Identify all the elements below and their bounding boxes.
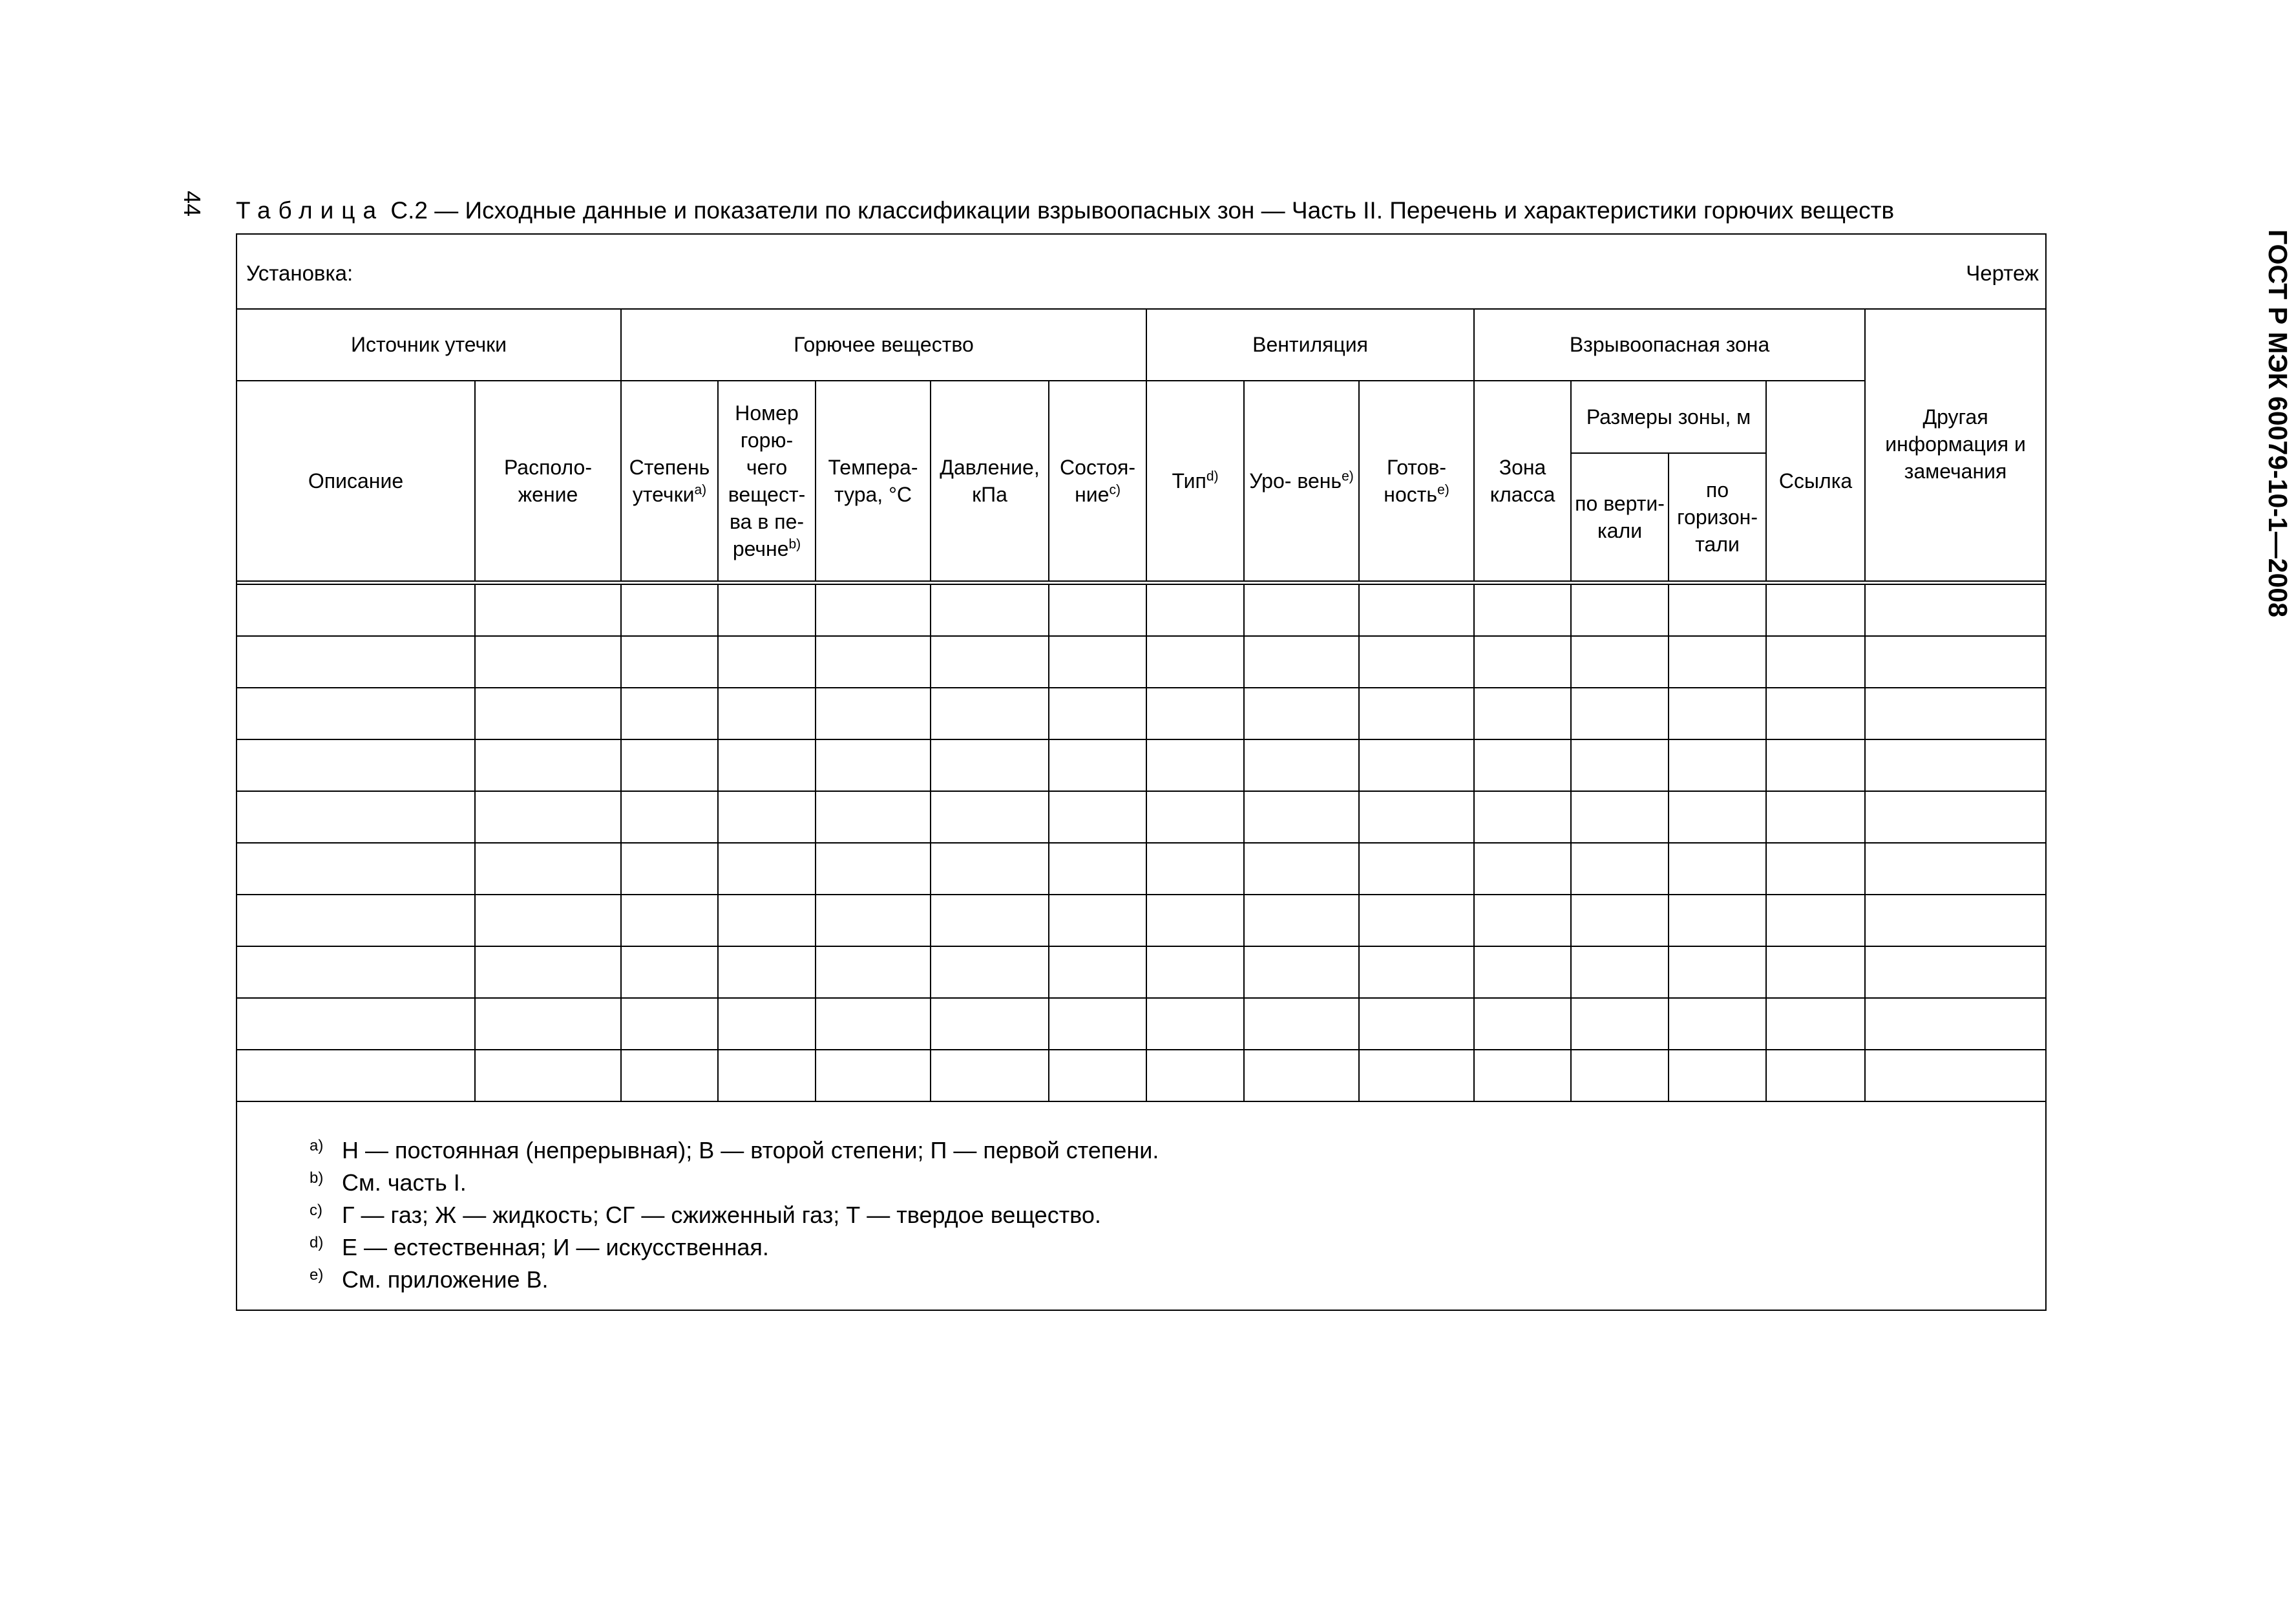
group-hazardous-zone: Взрывоопасная зона xyxy=(1474,308,1865,381)
table-cell xyxy=(1049,688,1146,739)
table-cell xyxy=(1049,843,1146,895)
table-cell xyxy=(1359,1050,1474,1101)
column-ventilation-availability xyxy=(1359,381,1474,582)
table-cell xyxy=(1669,1050,1766,1101)
table-cell xyxy=(1359,895,1474,946)
table-cell xyxy=(1049,739,1146,791)
table-cell xyxy=(1146,688,1244,739)
table-cell xyxy=(1766,998,1865,1050)
table-row xyxy=(237,843,2045,895)
table-cell xyxy=(816,739,931,791)
table-row xyxy=(237,946,2045,998)
table-cell xyxy=(1244,1050,1359,1101)
table-cell xyxy=(718,843,816,895)
table-cell xyxy=(475,791,621,843)
table-cell xyxy=(931,739,1049,791)
table-cell xyxy=(816,895,931,946)
table-cell xyxy=(475,1050,621,1101)
table-cell xyxy=(1474,1050,1571,1101)
table-cell xyxy=(1049,1050,1146,1101)
table-cell xyxy=(718,739,816,791)
table-cell xyxy=(1474,946,1571,998)
table-cell xyxy=(1244,739,1359,791)
table-cell xyxy=(1146,582,1244,636)
table-cell xyxy=(1474,688,1571,739)
table-cell xyxy=(1244,895,1359,946)
table-cell xyxy=(931,946,1049,998)
table-cell xyxy=(475,688,621,739)
group-zone-size: Размеры зоны, м xyxy=(1571,381,1766,453)
table-cell xyxy=(1669,791,1766,843)
table-cell xyxy=(1571,998,1669,1050)
table-frame xyxy=(236,233,2047,1311)
footnote-text: Г — газ; Ж — жидкость; СГ — сжиженный газ; Т — твердое вещество. xyxy=(342,1202,1101,1228)
table-cell xyxy=(1865,1050,2045,1101)
table-cell xyxy=(816,1050,931,1101)
table-row xyxy=(237,998,2045,1050)
group-flammable-substance: Горючее вещество xyxy=(621,308,1146,381)
drawing-label: Чертеж xyxy=(1966,261,2039,285)
table-cell xyxy=(1359,582,1474,636)
table-cell xyxy=(718,791,816,843)
table-cell xyxy=(931,895,1049,946)
column-state xyxy=(1049,381,1146,582)
table-cell xyxy=(1359,946,1474,998)
installation-label: Установка: xyxy=(246,261,353,285)
table-cell xyxy=(1244,688,1359,739)
ventilation-level-label: Уро- вень xyxy=(1249,469,1342,493)
footnote-text: Е — естественная; И — искусственная. xyxy=(342,1234,769,1260)
table-cell xyxy=(1359,791,1474,843)
table-cell xyxy=(237,946,475,998)
table-cell xyxy=(1146,636,1244,688)
table-cell xyxy=(931,1050,1049,1101)
table-cell xyxy=(237,791,475,843)
table-cell xyxy=(237,895,475,946)
table-cell xyxy=(1474,582,1571,636)
table-cell xyxy=(475,582,621,636)
column-temperature: Темпера- тура, °С xyxy=(816,381,931,582)
footnote-mark: a) xyxy=(310,1137,324,1154)
table-cell xyxy=(621,582,718,636)
table-cell xyxy=(621,791,718,843)
table-cell xyxy=(1669,636,1766,688)
table-cell xyxy=(1865,895,2045,946)
table-cell xyxy=(1669,582,1766,636)
group-leak-source: Источник утечки xyxy=(237,308,621,381)
table-cell xyxy=(1244,998,1359,1050)
table-cell xyxy=(1669,998,1766,1050)
release-grade-note-mark: a) xyxy=(694,482,707,498)
column-substance-number xyxy=(718,381,816,582)
table-cell xyxy=(621,946,718,998)
table-cell xyxy=(1146,946,1244,998)
table-row xyxy=(237,739,2045,791)
table-cell xyxy=(475,998,621,1050)
table-cell xyxy=(1865,688,2045,739)
table-cell xyxy=(1359,843,1474,895)
table-cell xyxy=(1669,946,1766,998)
table-cell xyxy=(237,1050,475,1101)
table-cell xyxy=(1766,688,1865,739)
table-cell xyxy=(1049,636,1146,688)
footnote-text: См. часть I. xyxy=(342,1169,467,1196)
caption-word: Таблица xyxy=(236,197,384,224)
table-cell xyxy=(1766,791,1865,843)
table-caption xyxy=(236,194,2045,228)
table-cell xyxy=(621,998,718,1050)
release-grade-label: Степень утечки xyxy=(629,455,710,506)
table-cell xyxy=(1571,791,1669,843)
table-cell xyxy=(237,636,475,688)
table-cell xyxy=(931,791,1049,843)
table-cell xyxy=(1474,843,1571,895)
table-cell xyxy=(1766,895,1865,946)
table-cell xyxy=(237,998,475,1050)
table-cell xyxy=(1669,843,1766,895)
table-cell xyxy=(931,843,1049,895)
table-cell xyxy=(621,895,718,946)
table-cell xyxy=(1474,998,1571,1050)
footnotes xyxy=(310,1130,1990,1291)
document-code: ГОСТ Р МЭК 60079-10-1—2008 xyxy=(2263,229,2293,618)
table-cell xyxy=(1146,998,1244,1050)
table-cell xyxy=(1049,791,1146,843)
footnote-d xyxy=(310,1227,1990,1259)
table-row xyxy=(237,636,2045,688)
table-cell xyxy=(475,739,621,791)
column-zone-class: Зона класса xyxy=(1474,381,1571,582)
table-cell xyxy=(1049,946,1146,998)
column-other-info: Другая информация и замечания xyxy=(1865,308,2045,582)
table-cell xyxy=(1244,791,1359,843)
table-cell xyxy=(475,946,621,998)
footnote-mark: b) xyxy=(310,1169,324,1187)
table-cell xyxy=(1244,843,1359,895)
column-zone-horizontal: по горизон- тали xyxy=(1669,453,1766,582)
column-release-grade xyxy=(621,381,718,582)
column-location: Располо- жение xyxy=(475,381,621,582)
ventilation-availability-label: Готов- ность xyxy=(1384,455,1447,506)
footnote-mark: c) xyxy=(310,1202,322,1219)
ventilation-type-label: Тип xyxy=(1172,469,1206,493)
group-ventilation: Вентиляция xyxy=(1146,308,1474,381)
table-cell xyxy=(931,582,1049,636)
state-note-mark: c) xyxy=(1109,482,1121,498)
table-cell xyxy=(1359,688,1474,739)
column-pressure: Давление, кПа xyxy=(931,381,1049,582)
table-cell xyxy=(1049,582,1146,636)
table-cell xyxy=(1146,895,1244,946)
table-cell xyxy=(1865,946,2045,998)
table-cell xyxy=(1244,946,1359,998)
table-cell xyxy=(718,946,816,998)
table-row xyxy=(237,688,2045,739)
table-cell xyxy=(1669,739,1766,791)
column-ventilation-type xyxy=(1146,381,1244,582)
table-cell xyxy=(621,739,718,791)
table-cell xyxy=(1571,688,1669,739)
table-cell xyxy=(816,791,931,843)
footnote-mark: e) xyxy=(310,1266,324,1284)
table-cell xyxy=(816,946,931,998)
table-body xyxy=(237,582,2045,1101)
table-cell xyxy=(621,636,718,688)
footnote-mark: d) xyxy=(310,1234,324,1251)
table-cell xyxy=(1146,1050,1244,1101)
table-row xyxy=(237,791,2045,843)
table-cell xyxy=(931,688,1049,739)
table-cell xyxy=(475,636,621,688)
column-ventilation-level xyxy=(1244,381,1359,582)
table-cell xyxy=(237,843,475,895)
table-cell xyxy=(1766,582,1865,636)
table-cell xyxy=(1146,791,1244,843)
table-cell xyxy=(1359,636,1474,688)
table-cell xyxy=(1571,843,1669,895)
footnote-text: См. приложение В. xyxy=(342,1266,549,1293)
table-row xyxy=(237,582,2045,636)
table-cell xyxy=(1865,791,2045,843)
table-cell xyxy=(1571,582,1669,636)
footnote-a xyxy=(310,1130,1990,1162)
substance-number-note-mark: b) xyxy=(788,536,801,552)
table-cell xyxy=(816,843,931,895)
table-cell xyxy=(1571,946,1669,998)
footnote-c xyxy=(310,1194,1990,1227)
table-cell xyxy=(1669,895,1766,946)
table-cell xyxy=(1146,739,1244,791)
table-cell xyxy=(816,688,931,739)
table-cell xyxy=(1244,636,1359,688)
table-cell xyxy=(1669,688,1766,739)
table-cell xyxy=(1244,582,1359,636)
table-cell xyxy=(1865,843,2045,895)
table-cell xyxy=(1474,791,1571,843)
table-cell xyxy=(1865,739,2045,791)
table-cell xyxy=(237,739,475,791)
table-cell xyxy=(1766,636,1865,688)
table-cell xyxy=(621,843,718,895)
substance-number-label: Номер горю- чего вещест- ва в пе- речне xyxy=(728,401,806,560)
table-cell xyxy=(816,998,931,1050)
footnote-text: Н — постоянная (непрерывная); В — второй степени; П — первой степени. xyxy=(342,1137,1159,1163)
footnote-e xyxy=(310,1259,1990,1291)
table-cell xyxy=(1865,582,2045,636)
column-zone-vertical: по верти- кали xyxy=(1571,453,1669,582)
table-cell xyxy=(718,582,816,636)
table-cell xyxy=(1766,739,1865,791)
table-cell xyxy=(1474,895,1571,946)
table-cell xyxy=(1474,739,1571,791)
table-cell xyxy=(1571,636,1669,688)
table-cell xyxy=(931,636,1049,688)
table-cell xyxy=(1766,843,1865,895)
installation-row xyxy=(237,235,2045,310)
table-cell xyxy=(475,895,621,946)
table-cell xyxy=(1049,998,1146,1050)
classification-table xyxy=(237,308,2045,1102)
footnote-b xyxy=(310,1162,1990,1194)
table-cell xyxy=(718,895,816,946)
page-number: 44 xyxy=(179,191,205,217)
table-cell xyxy=(1359,739,1474,791)
table-cell xyxy=(718,688,816,739)
caption-text: С.2 — Исходные данные и показатели по классификации взрывоопасных зон — Часть II. Перечень и характеристики горючих веществ xyxy=(390,197,1895,224)
table-cell xyxy=(1865,636,2045,688)
table-cell xyxy=(621,688,718,739)
table-cell xyxy=(237,582,475,636)
table-cell xyxy=(718,636,816,688)
table-cell xyxy=(931,998,1049,1050)
table-cell xyxy=(621,1050,718,1101)
table-cell xyxy=(1146,843,1244,895)
table-row xyxy=(237,895,2045,946)
table-cell xyxy=(718,998,816,1050)
table-cell xyxy=(1571,1050,1669,1101)
ventilation-level-note-mark: e) xyxy=(1342,469,1354,484)
table-cell xyxy=(237,688,475,739)
table-cell xyxy=(475,843,621,895)
table-cell xyxy=(718,1050,816,1101)
table-cell xyxy=(1766,1050,1865,1101)
table-cell xyxy=(1474,636,1571,688)
table-row xyxy=(237,1050,2045,1101)
table-cell xyxy=(1571,739,1669,791)
table-cell xyxy=(1049,895,1146,946)
table-cell xyxy=(1865,998,2045,1050)
table-cell xyxy=(816,582,931,636)
table-cell xyxy=(816,636,931,688)
ventilation-availability-note-mark: e) xyxy=(1437,482,1449,498)
table-cell xyxy=(1359,998,1474,1050)
ventilation-type-note-mark: d) xyxy=(1206,469,1219,484)
column-description: Описание xyxy=(237,381,475,582)
state-label: Состоя- ние xyxy=(1060,455,1136,506)
table-cell xyxy=(1571,895,1669,946)
table-cell xyxy=(1766,946,1865,998)
column-reference: Ссылка xyxy=(1766,381,1865,582)
